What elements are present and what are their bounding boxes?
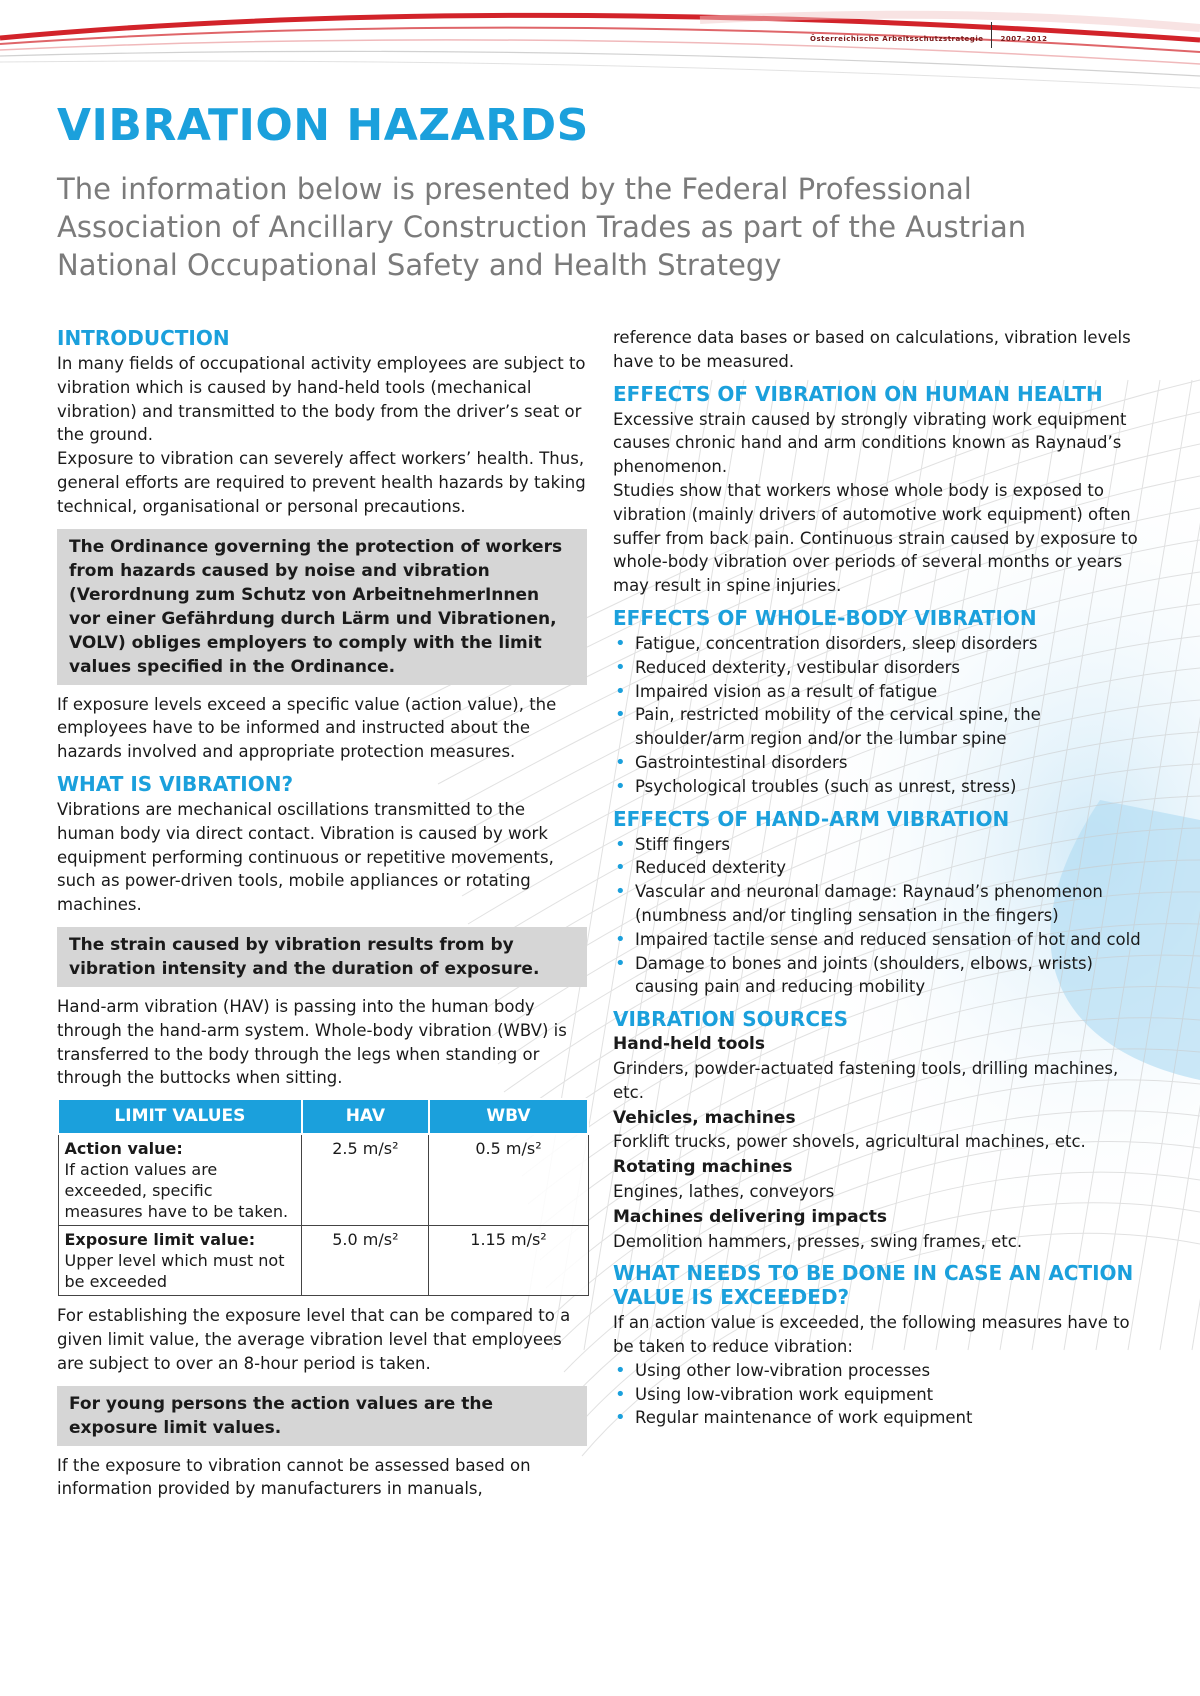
table-cell-label xyxy=(58,1226,302,1296)
intro-paragraph-1: In many fields of occupational activity employees are subject to vibration which is caused by hand-held tools (mechanical vibration) and transmitted to the body from the driver’s seat or the ground. xyxy=(57,354,586,445)
header-meta-left: Österreichische Arbeitsschutzstrategie xyxy=(810,35,984,43)
page-subtitle: The information below is presented by the Federal Professional Association of Ancillary Construction Trades as part of the Austrian National Occupational Safety and Health Strategy xyxy=(57,172,1027,282)
table-header-limit-values: LIMIT VALUES xyxy=(58,1099,302,1134)
exposure-limit-wbv: 1.15 m/s² xyxy=(429,1226,588,1296)
source-title-rotating: Rotating machines xyxy=(613,1157,793,1178)
ordinance-callout-box: The Ordinance governing the protection of workers from hazards caused by noise and vibration (Verordnung zum Schutz von ArbeitnehmerInnen vor einer Gefährdung durch Lärm und Vibrationen, VOLV) obliges employers to comply with the limit values specified in the Ordinance. xyxy=(57,529,587,685)
list-item: • Using other low-vibration processes xyxy=(613,1359,1148,1383)
left-column xyxy=(57,326,587,1501)
header-meta xyxy=(810,30,1047,48)
hand-arm-effects-list xyxy=(613,833,1148,1000)
right-column xyxy=(613,326,1148,1430)
list-item: • Damage to bones and joints (shoulders, elbows, wrists) causing pain and reducing mobility xyxy=(613,952,1148,1000)
vibration-sources-heading: VIBRATION SOURCES xyxy=(613,1007,849,1032)
introduction-heading: INTRODUCTION xyxy=(57,326,230,350)
limit-values-table xyxy=(57,1098,589,1296)
action-exceeded-paragraph: If an action value is exceeded, the following measures have to be taken to reduce vibration: xyxy=(613,1313,1130,1357)
health-effects-heading: EFFECTS OF VIBRATION ON HUMAN HEALTH xyxy=(613,381,1103,406)
assessment-continued-paragraph: reference data bases or based on calculations, vibration levels have to be measured. xyxy=(613,328,1131,371)
header-meta-separator xyxy=(991,22,992,48)
source-text-impacts: Demolition hammers, presses, swing frames, etc. xyxy=(613,1231,1023,1251)
source-title-hand-held: Hand-held tools xyxy=(613,1034,766,1055)
action-value-hav: 2.5 m/s² xyxy=(302,1134,429,1226)
hand-arm-heading: EFFECTS OF HAND-ARM VIBRATION xyxy=(613,806,1010,831)
action-value-paragraph: If exposure levels exceed a specific value (action value), the employees have to be informed and instructed about the hazards involved and appropriate protection measures. xyxy=(57,694,557,762)
source-text-vehicles: Forklift trucks, power shovels, agricultural machines, etc. xyxy=(613,1132,1086,1152)
source-text-hand-held: Grinders, powder-actuated fastening tools, drilling machines, etc. xyxy=(613,1058,1119,1102)
establish-exposure-paragraph: For establishing the exposure level that can be compared to a given limit value, the average vibration level that employees are subject to over an 8-hour period is taken. xyxy=(57,1306,571,1373)
exposure-limit-hav: 5.0 m/s² xyxy=(302,1226,429,1296)
list-item: • Gastrointestinal disorders xyxy=(613,751,1148,775)
action-exceeded-heading: WHAT NEEDS TO BE DONE IN CASE AN ACTION VALUE IS EXCEEDED? xyxy=(613,1261,1134,1310)
list-item: • Impaired vision as a result of fatigue xyxy=(613,680,1148,704)
source-text-rotating: Engines, lathes, conveyors xyxy=(613,1181,835,1201)
table-row xyxy=(58,1134,588,1226)
whole-body-heading: EFFECTS OF WHOLE-BODY VIBRATION xyxy=(613,605,1037,630)
what-is-vibration-paragraph: Vibrations are mechanical oscillations transmitted to the human body via direct contact. Vibration is caused by work equipment performing continuous or repetitive movements, such as power-driven tools, mobile appliances or rotating machines. xyxy=(57,799,554,915)
exposure-limit-title: Exposure limit value: xyxy=(64,1230,256,1250)
list-item: • Fatigue, concentration disorders, sleep disorders xyxy=(613,632,1148,656)
header-swoosh-graphic xyxy=(0,0,1200,110)
action-value-wbv: 0.5 m/s² xyxy=(429,1134,588,1226)
whole-body-effects-list xyxy=(613,632,1148,799)
page-title: VIBRATION HAZARDS xyxy=(57,100,589,151)
health-paragraph-2: Studies show that workers whose whole body is exposed to vibration (mainly drivers of automotive work equipment) often suffer from back pain. Continuous strain caused by exposure to whole-body vibration over periods of several months or years may result in spine injuries. xyxy=(613,480,1138,596)
table-cell-label xyxy=(58,1134,302,1226)
exposure-limit-description: Upper level which must not be exceeded xyxy=(64,1251,285,1292)
list-item: • Stiff fingers xyxy=(613,833,1148,857)
list-item: • Pain, restricted mobility of the cervical spine, the shoulder/arm region and/or the lumbar spine xyxy=(613,703,1148,751)
source-title-vehicles: Vehicles, machines xyxy=(613,1107,796,1128)
header-meta-right: 2007–2012 xyxy=(1000,35,1048,43)
list-item: • Psychological troubles (such as unrest, stress) xyxy=(613,775,1148,799)
list-item: • Reduced dexterity xyxy=(613,856,1148,880)
action-exceeded-list xyxy=(613,1359,1148,1430)
strain-callout-box: The strain caused by vibration results from by vibration intensity and the duration of exposure. xyxy=(57,927,587,987)
action-value-title: Action value: xyxy=(64,1139,183,1159)
hav-wbv-paragraph: Hand-arm vibration (HAV) is passing into the human body through the hand-arm system. Whole-body vibration (WBV) is transferred to the body through the legs when standing or through the buttocks when sitting. xyxy=(57,996,567,1088)
action-value-description: If action values are exceeded, specific measures have to be taken. xyxy=(64,1160,289,1222)
assessment-paragraph: If the exposure to vibration cannot be assessed based on information provided by manufacturers in manuals, xyxy=(57,1455,531,1499)
what-is-vibration-heading: WHAT IS VIBRATION? xyxy=(57,771,294,796)
table-header-hav: HAV xyxy=(302,1099,429,1134)
list-item: • Regular maintenance of work equipment xyxy=(613,1406,1148,1430)
list-item: • Using low-vibration work equipment xyxy=(613,1383,1148,1407)
young-persons-callout-box: For young persons the action values are the exposure limit values. xyxy=(57,1386,587,1446)
list-item: • Impaired tactile sense and reduced sensation of hot and cold xyxy=(613,928,1148,952)
health-paragraph-1: Excessive strain caused by strongly vibrating work equipment causes chronic hand and arm conditions known as Raynaud’s phenomenon. xyxy=(613,409,1127,477)
intro-paragraph-2: Exposure to vibration can severely affect workers’ health. Thus, general efforts are required to prevent health hazards by taking technical, organisational or personal precautions. xyxy=(57,449,586,516)
table-header-wbv: WBV xyxy=(429,1099,588,1134)
source-title-impacts: Machines delivering impacts xyxy=(613,1206,887,1227)
list-item: • Vascular and neuronal damage: Raynaud’s phenomenon (numbness and/or tingling sensation in the fingers) xyxy=(613,880,1148,928)
table-row xyxy=(58,1226,588,1296)
list-item: • Reduced dexterity, vestibular disorders xyxy=(613,656,1148,680)
table-header-row xyxy=(58,1099,588,1134)
